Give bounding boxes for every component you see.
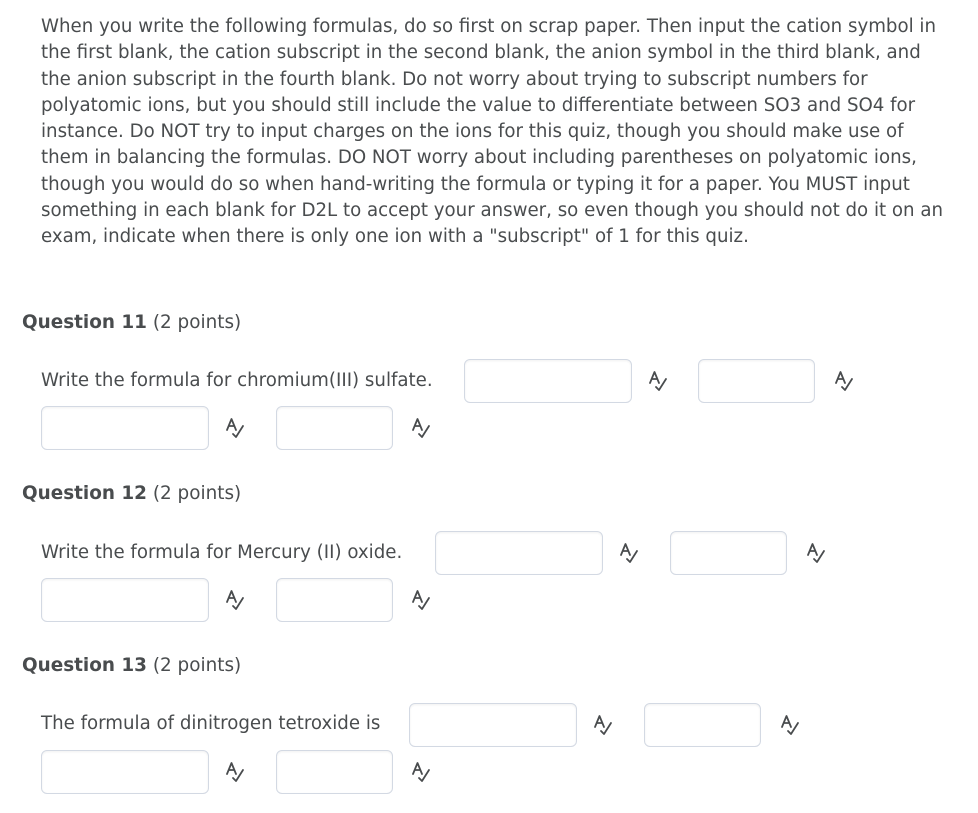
spellcheck-icon[interactable] (833, 370, 855, 392)
spellcheck-icon[interactable] (779, 714, 801, 736)
question-13-number: Question 13 (22, 655, 147, 676)
spellcheck-icon[interactable] (647, 370, 669, 392)
question-12-prompt: Write the formula for Mercury (II) oxide. (41, 542, 403, 563)
spellcheck-icon[interactable] (592, 714, 614, 736)
q13-cation-symbol-input[interactable] (409, 703, 577, 747)
question-11-title (22, 312, 241, 333)
instructions-text: When you write the following formulas, do so first on scrap paper. Then input the cation symbol in the first blank, the cation subscript in the second blank, the anion symbol in the third blank, and the anion subscript in the fourth blank. Do not worry about trying to subscript numbers for polyatomic ions, but you should still include the value to differentiate between SO3 and SO4 for instance. Do NOT try to input charges on the ions for this quiz, though you should make use of them in balancing the formulas. DO NOT worry about including parentheses on polyatomic ions, though you would do so when hand-writing the formula or typing it for a paper. You MUST input something in each blank for D2L to accept your answer, so even though you should not do it on an exam, indicate when there is only one ion with a "subscript" of 1 for this quiz. (41, 16, 944, 248)
spellcheck-icon[interactable] (224, 761, 246, 783)
spellcheck-icon[interactable] (224, 417, 246, 439)
spellcheck-icon[interactable] (618, 542, 640, 564)
question-13-prompt: The formula of dinitrogen tetroxide is (41, 713, 381, 734)
q11-cation-subscript-input[interactable] (698, 359, 815, 403)
spellcheck-icon[interactable] (224, 589, 246, 611)
spellcheck-icon[interactable] (410, 761, 432, 783)
q12-cation-subscript-input[interactable] (670, 531, 787, 575)
question-11-prompt: Write the formula for chromium(III) sulfate. (41, 370, 433, 391)
q13-anion-symbol-input[interactable] (41, 750, 209, 794)
q12-anion-subscript-input[interactable] (276, 578, 393, 622)
q13-cation-subscript-input[interactable] (644, 703, 761, 747)
q11-anion-symbol-input[interactable] (41, 406, 209, 450)
question-12-points: (2 points) (152, 483, 242, 504)
question-12-number: Question 12 (22, 483, 147, 504)
question-12-title (22, 483, 241, 504)
spellcheck-icon[interactable] (410, 417, 432, 439)
spellcheck-icon[interactable] (410, 589, 432, 611)
q13-anion-subscript-input[interactable] (276, 750, 393, 794)
spellcheck-icon[interactable] (805, 542, 827, 564)
q11-cation-symbol-input[interactable] (464, 359, 632, 403)
question-11-number: Question 11 (22, 312, 147, 333)
q12-anion-symbol-input[interactable] (41, 578, 209, 622)
q11-anion-subscript-input[interactable] (276, 406, 393, 450)
question-13-points: (2 points) (152, 655, 242, 676)
question-13-title (22, 655, 241, 676)
question-11-points: (2 points) (152, 312, 242, 333)
q12-cation-symbol-input[interactable] (435, 531, 603, 575)
